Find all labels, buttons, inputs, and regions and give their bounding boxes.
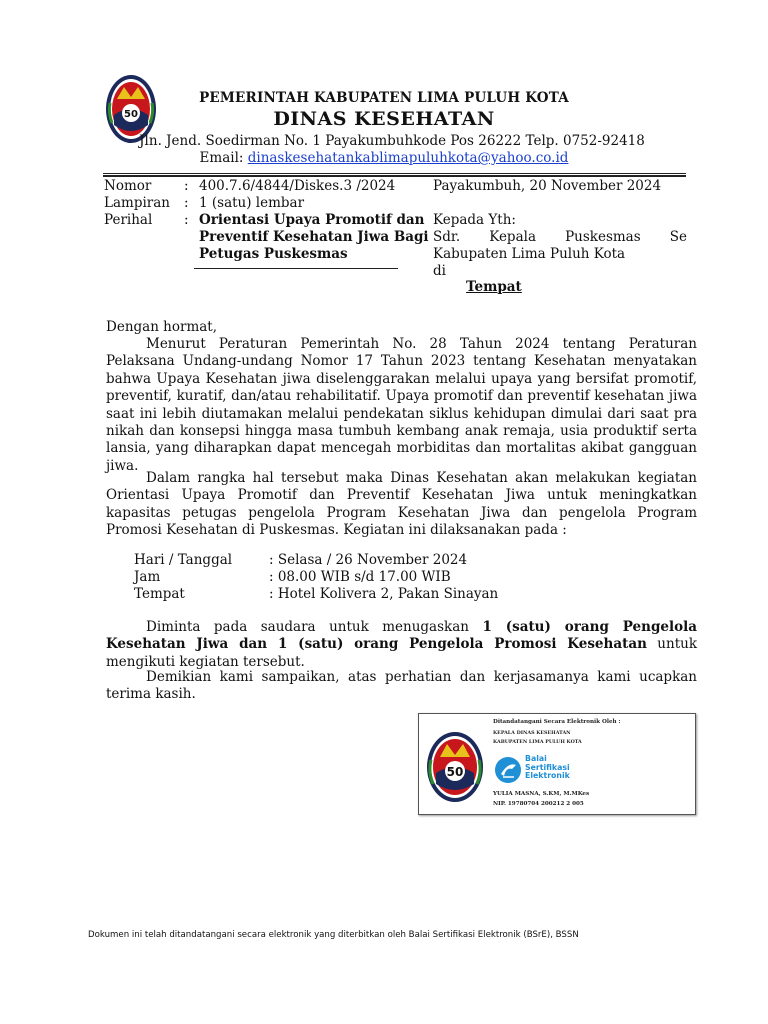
signer-name: YULIA MASNA, S.KM, M.MKes: [493, 791, 590, 797]
bsre-logo-icon: [494, 756, 522, 784]
agency-email-line: [0, 150, 768, 166]
paragraph-closing: Demikian kami sampaikan, atas perhatian dan kerjasamanya kami ucapkan terima kasih.: [106, 669, 697, 703]
perihal-value: [199, 212, 429, 263]
email-label: Email:: [199, 150, 248, 166]
bsre-line: Balai: [525, 754, 547, 763]
electronic-signature-box: [418, 713, 696, 815]
recipient-line2: Kabupaten Lima Puluh Kota: [433, 246, 626, 262]
recipient-word: Kepala: [489, 229, 536, 245]
place-date: Payakumbuh, 20 November 2024: [433, 178, 662, 194]
agency-name: DINAS KESEHATAN: [273, 108, 495, 130]
nomor-colon: :: [184, 178, 189, 194]
lampiran-label: Lampiran: [104, 195, 170, 211]
paragraph-regulation: Menurut Peraturan Pemerintah No. 28 Tahun 2024 tentang Peraturan Pelaksana Undang-undang Nomor 17 Tahun 2023 tentang Kesehatan menyatakan bahwa Upaya Kesehatan jiwa diselenggarakan melalui upaya yang bersifat promotif, preventif, kuratif, dan/atau rehabilitatif. Upaya promotif dan preventif kesehatan jiwa saat ini lebih diutamakan melalui pendekatan siklus kehidupan dimulai dari saat pra nikah dan konsepsi hingga masa tumbuh kembang anak remaja, usia produktif serta lansia, yang diharapkan dapat mencegah morbiditas dan mortalitas akibat gangguan jiwa.: [106, 336, 697, 474]
salutation: Dengan hormat,: [106, 319, 218, 335]
footer-note: Dokumen ini telah ditandatangani secara elektronik yang diterbitkan oleh Balai Sertifikasi Elektronik (BSrE), BSSN: [88, 930, 579, 940]
perihal-label: Perihal: [104, 212, 153, 228]
perihal-line: Preventif Kesehatan Jiwa Bagi: [199, 229, 429, 245]
header-divider-thin: [103, 173, 686, 174]
signed-by-label: Ditandatangani Secara Elektronik Oleh :: [493, 719, 621, 725]
signer-position-2: KABUPATEN LIMA PULUH KOTA: [493, 739, 582, 745]
perihal-line: Petugas Puskesmas: [199, 246, 348, 262]
recipient-word: Se: [669, 229, 687, 245]
bsre-wordmark: [525, 755, 570, 781]
perihal-colon: :: [184, 212, 189, 228]
request-text-bold: 1 (satu) orang Pengelola Kesehatan Jiwa dan 1 (satu) orang Pengelola Promosi Kesehatan: [106, 619, 697, 653]
paragraph-request: [106, 619, 697, 671]
signature-emblem-number: 50: [446, 765, 464, 779]
signer-position-1: KEPALA DINAS KESEHATAN: [493, 730, 571, 736]
perihal-underline: [194, 268, 398, 269]
header-divider-thick: [103, 175, 686, 177]
lampiran-value: 1 (satu) lembar: [199, 195, 305, 211]
bsre-line: Sertifikasi: [525, 762, 570, 772]
nomor-value: 400.7.6/4844/Diskes.3 /2024: [199, 178, 396, 194]
nomor-label: Nomor: [104, 178, 152, 194]
paragraph-activity: Dalam rangka hal tersebut maka Dinas Kesehatan akan melakukan kegiatan Orientasi Upaya Promotif dan Preventif Kesehatan Jiwa untuk meningkatkan kapasitas petugas pengelola Program Kesehatan Jiwa dan pengelola Program Promosi Kesehatan di Puskesmas. Kegiatan ini dilaksanakan pada :: [106, 470, 697, 539]
recipient-block: [433, 212, 687, 297]
request-text-start: Diminta pada saudara untuk menugaskan: [146, 619, 483, 635]
government-name: PEMERINTAH KABUPATEN LIMA PULUH KOTA: [199, 90, 569, 106]
recipient-word: Puskesmas: [565, 229, 641, 245]
signer-nip: NIP. 19780704 200212 2 005: [493, 801, 584, 807]
lampiran-colon: :: [184, 195, 189, 211]
signature-emblem-logo: [425, 730, 485, 804]
recipient-word: Sdr.: [433, 229, 461, 245]
schedule-value: : Selasa / 26 November 2024: [269, 552, 468, 568]
perihal-line: Orientasi Upaya Promotif dan: [199, 212, 425, 228]
email-link[interactable]: dinaskesehatankablimapuluhkota@yahoo.co.id: [247, 150, 569, 166]
bsre-line: Elektronik: [525, 771, 570, 781]
schedule-table: [134, 552, 534, 606]
recipient-greeting: Kepada Yth:: [433, 212, 516, 228]
schedule-label: Hari / Tanggal: [134, 552, 233, 568]
schedule-label: Tempat: [134, 586, 185, 602]
schedule-value: : Hotel Kolivera 2, Pakan Sinayan: [269, 586, 499, 602]
schedule-label: Jam: [134, 569, 161, 585]
agency-address: Jln. Jend. Soedirman No. 1 Payakumbuhkode Pos 26222 Telp. 0752-92418: [139, 133, 645, 149]
recipient-line1: [433, 229, 687, 246]
schedule-value: : 08.00 WIB s/d 17.00 WIB: [269, 569, 451, 585]
emblem-number: 50: [124, 109, 138, 120]
request-text-end: untuk mengikuti kegiatan tersebut.: [106, 636, 698, 670]
recipient-place: Tempat: [466, 279, 522, 295]
recipient-di: di: [433, 263, 446, 279]
